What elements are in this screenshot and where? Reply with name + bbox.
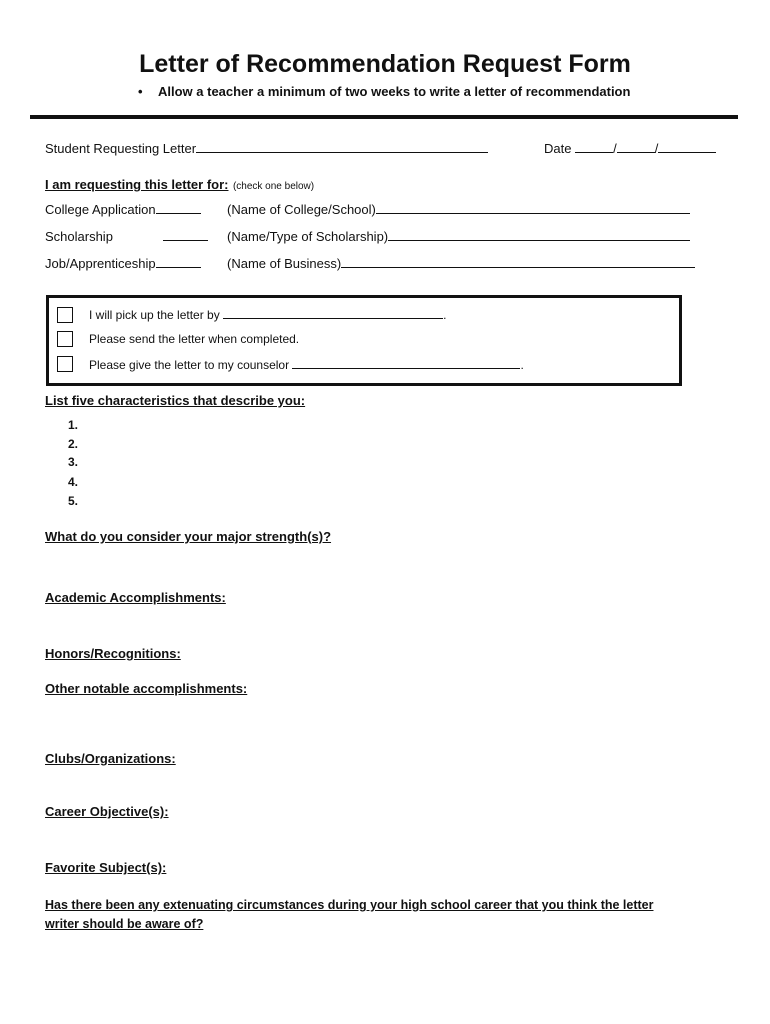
purpose-scholarship[interactable] <box>45 229 113 244</box>
circumstances-question-line1: Has there been any extenuating circumstances during your high school career that you think the letter <box>45 898 654 912</box>
option-text: Please send the letter when completed. <box>89 332 300 346</box>
purpose-scholarship-detail[interactable] <box>227 229 690 244</box>
requesting-header: I am requesting this letter for: <box>45 177 229 192</box>
academic-question: Academic Accomplishments: <box>45 590 226 605</box>
purpose-job-detail[interactable] <box>227 256 695 271</box>
career-question: Career Objective(s): <box>45 804 169 819</box>
date-year-line[interactable] <box>658 141 716 153</box>
send-option <box>89 332 299 346</box>
purpose-college[interactable] <box>45 202 201 217</box>
counselor-option <box>89 357 524 372</box>
purpose-label: Job/Apprenticeship <box>45 256 156 271</box>
bullet-icon: • <box>138 84 143 99</box>
honors-question: Honors/Recognitions: <box>45 646 181 661</box>
student-input-line[interactable] <box>196 141 488 153</box>
list-item-number: 5. <box>68 494 79 508</box>
counselor-checkbox[interactable] <box>57 356 73 372</box>
instruction-bullet <box>138 84 630 99</box>
option-text: I will pick up the letter by <box>89 308 220 322</box>
purpose-label: College Application <box>45 202 156 217</box>
list-item-number: 1. <box>68 418 79 432</box>
purpose-check-line[interactable] <box>156 202 201 214</box>
date-field[interactable] <box>544 141 716 156</box>
purpose-check-line[interactable] <box>156 256 201 268</box>
list-item-number: 3. <box>68 455 79 469</box>
purpose-scholarship-check[interactable] <box>163 229 208 244</box>
purpose-detail: (Name/Type of Scholarship) <box>227 229 389 244</box>
send-checkbox[interactable] <box>57 331 73 347</box>
favorite-subject-question: Favorite Subject(s): <box>45 860 167 875</box>
delivery-options-box <box>46 295 682 386</box>
purpose-detail: (Name of Business) <box>227 256 342 271</box>
strengths-question: What do you consider your major strength(s)? <box>45 529 332 544</box>
pickup-option <box>89 307 446 322</box>
purpose-college-detail[interactable] <box>227 202 690 217</box>
date-separator: / <box>613 141 617 156</box>
requesting-note: (check one below) <box>232 181 315 192</box>
student-label: Student Requesting Letter <box>45 141 197 156</box>
counselor-name-line[interactable] <box>292 357 520 369</box>
purpose-job[interactable] <box>45 256 201 271</box>
option-text: Please give the letter to my counselor <box>89 358 290 372</box>
date-day-line[interactable] <box>617 141 655 153</box>
purpose-check-line[interactable] <box>163 229 208 241</box>
header-divider <box>30 115 738 119</box>
date-month-line[interactable] <box>575 141 613 153</box>
purpose-detail-line[interactable] <box>388 229 690 241</box>
circumstances-question-line2: writer should be aware of? <box>45 917 204 931</box>
student-field[interactable] <box>45 141 488 156</box>
other-accomplishments-question: Other notable accomplishments: <box>45 681 248 696</box>
pickup-date-line[interactable] <box>223 307 443 319</box>
purpose-label: Scholarship <box>45 229 113 244</box>
requesting-section <box>45 176 314 194</box>
pickup-checkbox[interactable] <box>57 307 73 323</box>
characteristics-header: List five characteristics that describe you: <box>45 393 306 408</box>
instruction-text: Allow a teacher a minimum of two weeks to write a letter of recommendation <box>158 84 631 99</box>
list-item-number: 2. <box>68 437 79 451</box>
list-item-number: 4. <box>68 475 79 489</box>
date-separator: / <box>654 141 659 156</box>
purpose-detail: (Name of College/School) <box>227 202 376 217</box>
option-suffix: . <box>443 308 447 322</box>
page-title: Letter of Recommendation Request Form <box>139 50 631 78</box>
option-suffix: . <box>520 358 524 372</box>
date-label: Date <box>544 141 572 156</box>
clubs-question: Clubs/Organizations: <box>45 751 176 766</box>
purpose-detail-line[interactable] <box>376 202 690 214</box>
purpose-detail-line[interactable] <box>341 256 695 268</box>
